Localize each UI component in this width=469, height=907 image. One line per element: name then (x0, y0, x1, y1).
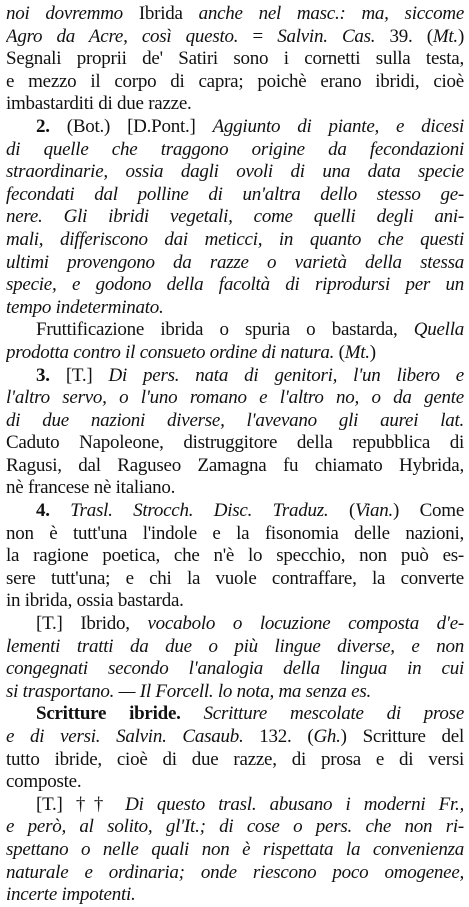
text-line (6, 3, 464, 26)
text-segment: spettano o nelle quali non è rispettata la convenienza (6, 838, 464, 860)
text-line (6, 839, 464, 862)
text-segment: ) Come (393, 500, 464, 522)
text-segment: (Bot.) [D.Pont.] (66, 115, 213, 137)
text-segment: 39. ( (375, 25, 433, 47)
text-line (6, 523, 464, 546)
text-segment: Caduto Napoleone, distruggitore della repubblica di (6, 432, 464, 454)
text-segment: Scritture mescolate di prose (203, 703, 464, 725)
text-segment: Mt. (344, 341, 370, 363)
text-line (6, 116, 464, 139)
text-segment: 4. (36, 500, 71, 522)
text-segment: anche nel masc.: ma, siccome (198, 3, 464, 24)
text-segment: ) Scritture del (340, 726, 464, 747)
text-segment: Segnali proprii de' Satiri sono i cornetti sulla testa, (6, 48, 464, 70)
text-line (6, 703, 464, 726)
text-segment: nè francese nè italiano. (6, 477, 176, 499)
text-segment: [T.] †† (36, 793, 126, 815)
text-line (6, 139, 464, 162)
text-segment: straordinarie, ossia dagli ovoli di una data specie (6, 161, 464, 183)
text-line (6, 184, 464, 207)
text-line (6, 794, 464, 817)
text-line (6, 274, 464, 297)
text-segment: noi dovremmo (6, 3, 139, 24)
text-line (6, 771, 464, 794)
text-line (6, 93, 464, 116)
text-segment: Gh. (313, 726, 341, 747)
text-segment: 3. (36, 364, 66, 386)
text-segment: Aggiunto di piante, e dicesi (212, 115, 464, 137)
text-line (6, 365, 464, 388)
text-segment: Agro da Acre, così questo. (6, 25, 253, 47)
text-segment: ) (457, 25, 464, 47)
text-line (6, 297, 464, 320)
text-segment: Trasl. Strocch. Disc. Traduz. (70, 500, 329, 522)
text-segment: [T.] (65, 364, 109, 386)
text-line (6, 26, 464, 49)
text-segment: e però, al solito, gl'It.; di cose o pers. che non ri- (6, 816, 464, 838)
text-segment: ( (328, 500, 356, 522)
text-line (6, 206, 464, 229)
text-line (6, 884, 464, 907)
text-segment: di due nazioni diverse, l'avevano gli aurei lat. (6, 409, 464, 431)
text-segment: Scritture ibride. (36, 703, 204, 725)
text-segment: Di pers. nata di genitori, l'un libero e (108, 364, 464, 386)
text-segment: Fruttificazione ibrida o spuria o bastarda, (36, 319, 414, 341)
text-segment: lementi tratti da due o più lingue diverse, e non (6, 635, 464, 657)
text-segment: = (252, 25, 278, 47)
text-segment: e mezzo il corpo di capra; poichè erano ibridi, cioè (6, 70, 464, 92)
text-segment: in ibrida, ossia bastarda. (6, 590, 184, 612)
text-segment: incerte impotenti. (6, 884, 136, 906)
text-segment: tutto ibride, cioè di due razze, di prosa e di versi (6, 748, 464, 770)
text-segment: imbastarditi di due razze. (6, 93, 192, 115)
text-line (6, 636, 464, 659)
text-segment: prodotta contro il consueto ordine di natura. (6, 341, 335, 363)
text-line (6, 387, 464, 410)
text-segment: la ragione poetica, che n'è lo specchio, non può es- (6, 545, 464, 567)
text-segment: ultimi provengono da razze o varietà della stessa (6, 251, 464, 273)
text-line (6, 319, 464, 342)
text-segment: Salvin. Cas. (277, 25, 376, 47)
text-segment: mali, differiscono dai meticci, in quanto che questi (6, 228, 464, 250)
text-segment: l'altro servo, o l'uno romano e l'altro no, o da gente (6, 387, 464, 409)
text-segment: fecondati dal polline di un'altra dello stesso ge- (6, 183, 464, 205)
text-line (6, 500, 464, 523)
text-line (6, 229, 464, 252)
text-segment: congegnati secondo l'analogia della lingua in cui (6, 658, 464, 680)
text-line (6, 161, 464, 184)
text-line (6, 816, 464, 839)
text-segment: Ibrida (138, 3, 199, 24)
text-line (6, 658, 464, 681)
text-segment: specie, e godono della facoltà di riprodursi per un (6, 274, 464, 296)
text-segment: composte. (6, 771, 82, 793)
text-segment: Quella (413, 319, 464, 341)
text-line (6, 455, 464, 478)
text-segment: Ragusi, dal Raguseo Zamagna fu chiamato Hybrida, (6, 454, 464, 476)
text-segment: non è tutt'una l'indole e la fisonomia delle nazioni, (6, 522, 464, 544)
text-segment: [T.] Ibrido, (36, 613, 148, 635)
text-segment: sere tutt'una; e chi la vuole contraffare, la converte (6, 567, 464, 589)
text-line (6, 48, 464, 71)
text-line (6, 432, 464, 455)
text-line (6, 726, 464, 749)
text-segment: Mt. (432, 25, 458, 47)
text-segment: 132. ( (243, 726, 314, 747)
text-line (6, 568, 464, 591)
text-line (6, 410, 464, 433)
text-segment: Di questo trasl. abusano i moderni Fr., (125, 793, 464, 815)
text-segment: naturale e ordinaria; onde riescono poco omogenee, (6, 861, 464, 883)
text-segment: 2. (36, 115, 67, 137)
text-segment: tempo indeterminato. (6, 296, 164, 318)
text-line (6, 342, 464, 365)
text-segment: si trasportano. — Il Forcell. lo nota, ma senza es. (6, 680, 371, 702)
text-segment: ) (369, 341, 376, 363)
text-segment: e di versi. Salvin. Casaub. (6, 726, 244, 747)
text-line (6, 862, 464, 885)
text-line (6, 545, 464, 568)
text-line (6, 681, 464, 704)
text-line (6, 252, 464, 275)
text-segment: nere. Gli ibridi vegetali, come quelli degli ani- (6, 206, 464, 228)
text-line (6, 613, 464, 636)
text-line (6, 590, 464, 613)
text-segment: Vian. (355, 500, 394, 522)
text-segment: ( (334, 341, 345, 363)
text-line (6, 71, 464, 94)
text-segment: vocabolo o locuzione composta d'e- (147, 613, 464, 635)
text-line (6, 477, 464, 500)
text-segment: di quelle che traggono origine da fecondazioni (6, 138, 464, 160)
text-line (6, 749, 464, 772)
